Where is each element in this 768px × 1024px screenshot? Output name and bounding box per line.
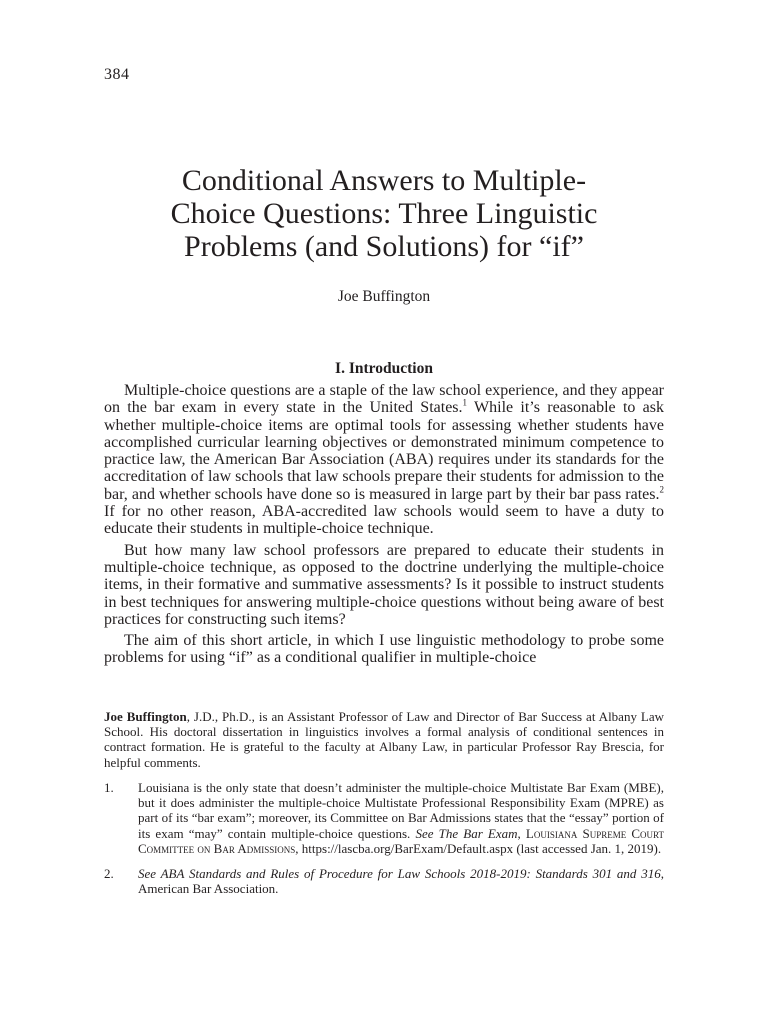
footnote-ref-2[interactable]: 2	[659, 484, 664, 495]
bio-text: , J.D., Ph.D., is an Assistant Professor of Law and Director of Bar Success at Albany Law School. His doctoral dissertation in linguistics involves a formal analysis of conditional sentences in contract formation. He is grateful to the faculty at Albany Law, in particular Professor Ray Brescia, for helpful comments.	[104, 709, 664, 770]
page-number: 384	[104, 66, 130, 83]
bio-name: Joe Buffington	[104, 709, 187, 724]
paragraph-text: While it’s reasonable to ask whether multiple-choice items are optimal tools for assessing whether students have accomplished curricular learning objectives or demonstrated minimum competence to practice law, the American Bar Association (ABA) requires under its standards for the accreditation of law schools that law schools prepare their students for admission to the bar, and whether schools have done so is measured in large part by their bar pass rates.	[104, 399, 665, 503]
footnote-text: , https://lascba.org/BarExam/Default.aspx (last accessed Jan. 1, 2019).	[295, 840, 662, 856]
paragraph-text: If for no other reason, ABA-accredited law schools would seem to have a duty to educate their students in multiple-choice technique.	[104, 503, 664, 538]
footnote-text: Louisiana is the only state that doesn’t administer the multiple-choice Multistate Bar Exam (MBE), but it does administer the multiple-choice Multistate Professional Responsibility Exam (MPRE) as part of its “bar exam”; moreover, its Committee on Bar Admissions states that the “essay” portion of its exam “may” contain multiple-choice questions.	[138, 780, 664, 841]
body-text	[104, 382, 664, 671]
title-line: Conditional Answers to Multiple-	[181, 164, 587, 197]
footnotes	[104, 780, 664, 906]
footnote-text: ,	[517, 825, 526, 841]
footnote-1	[104, 780, 664, 856]
footnote-number: 1.	[104, 780, 114, 795]
footnote-citation: See The Bar Exam	[415, 825, 518, 841]
paragraph-2: But how many law school professors are prepared to educate their students in multiple-choice technique, as opposed to the doctrine underlying the multiple-choice items, in their formative and summative assessments? Is it possible to instruct students in best techniques for answering multiple-choice questions without being aware of best practices for constructing such items?	[104, 541, 664, 628]
title-line: Problems (and Solutions) for “if”	[184, 230, 584, 263]
footnote-citation: See ABA Standards and Rules of Procedure for Law Schools 2018-2019: Standards 301 and 316	[138, 866, 661, 882]
article-title	[104, 164, 664, 263]
author-name: Joe Buffington	[337, 288, 431, 305]
footnote-2	[104, 866, 664, 896]
paragraph-text: Multiple-choice questions are a staple of the law school experience, and they appear on the bar exam in every state in the United States.	[104, 382, 664, 417]
footnote-text: , American Bar Association.	[138, 866, 664, 897]
paragraph-3: The aim of this short article, in which I use linguistic methodology to probe some problems for using “if” as a conditional qualifier in multiple-choice	[104, 632, 664, 667]
title-line: Choice Questions: Three Linguistic	[170, 197, 598, 230]
footnote-number: 2.	[104, 866, 114, 882]
paragraph-1	[104, 382, 664, 538]
footnote-source: Louisiana Supreme Court Committee on Bar Admissions	[138, 825, 665, 856]
section-heading: I. Introduction	[335, 360, 433, 377]
footnote-ref-1[interactable]: 1	[462, 397, 468, 408]
author-bio	[104, 709, 664, 770]
